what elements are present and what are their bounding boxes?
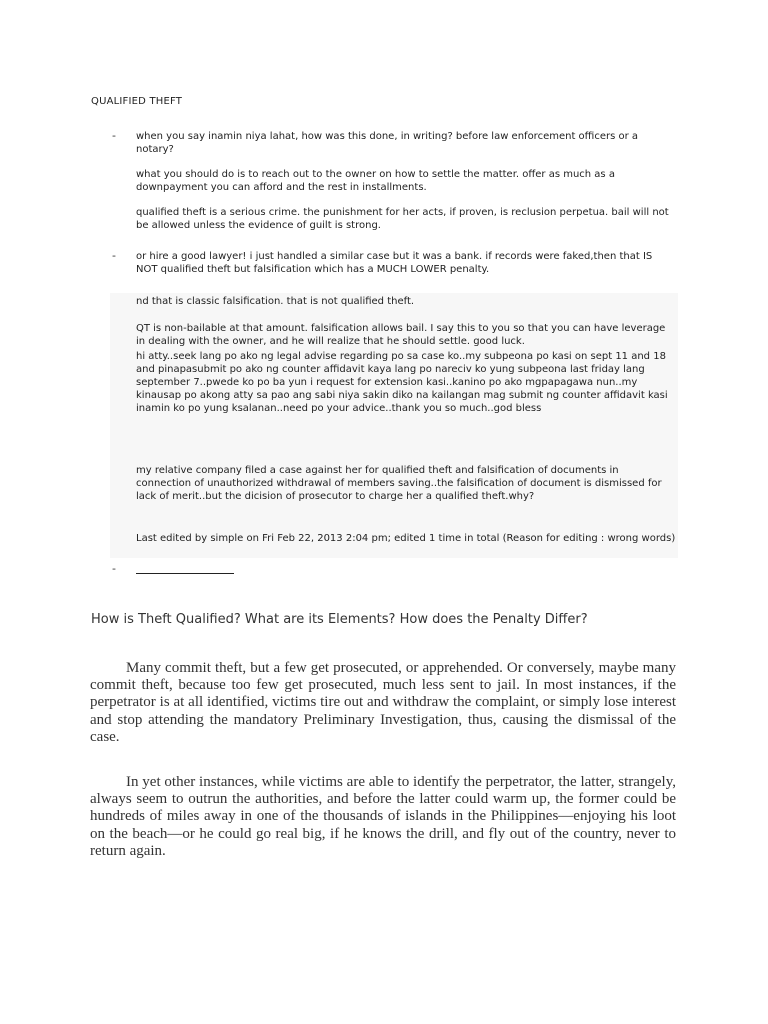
- forum-reply: hi atty..seek lang po ako ng legal advise regarding po sa case ko..my subpeona po kasi on sept 11 and 18 and pinapasubmit po ako ng counter affidavit kaya lang po nareciv ko yung subpeona last friday lang september 7..pwede ko po ba yun i request for extension kasi..kanino po ako mgpapagawa nun..my kinausap po akong atty sa pao ang sabi niya sakin diko na kailangan mag submit ng counter affidavit kasi inamin ko po yung ksalanan..need po your advice..thank you so much..god bless: [136, 351, 668, 414]
- bullet-marker: -: [112, 129, 116, 142]
- bullet-marker: -: [112, 562, 116, 575]
- forum-reply: QT is non-bailable at that amount. falsification allows bail. I say this to you so that you can have leverage in dealing with the owner, and he will realize that he should settle. good luck.: [136, 323, 666, 347]
- forum-answer: qualified theft is a serious crime. the punishment for her acts, if proven, is reclusion perpetua. bail will not be allowed unless the evidence of guilt is strong.: [136, 207, 669, 231]
- document-title: QUALIFIED THEFT: [91, 96, 183, 107]
- forum-reply: or hire a good lawyer! i just handled a similar case but it was a bank. if records were faked,then that IS NOT qualified theft but falsification which has a MUCH LOWER penalty.: [136, 251, 653, 275]
- edit-note: Last edited by simple on Fri Feb 22, 2013 2:04 pm; edited 1 time in total (Reason for editing : wrong words): [136, 533, 676, 544]
- body-paragraph: In yet other instances, while victims are able to identify the perpetrator, the latter, strangely, always seem to outrun the authorities, and before the latter could warm up, the former could be hundreds of miles away in one of the thousands of islands in the Philippines—enjoying his loot on the beach—or he could go real big, if he knows the drill, and fly out of the country, never to return again.: [90, 774, 676, 859]
- bullet-marker: -: [112, 249, 116, 262]
- forum-answer: what you should do is to reach out to the owner on how to settle the matter. offer as much as a downpayment you can afford and the rest in installments.: [136, 169, 615, 193]
- section-heading: How is Theft Qualified? What are its Elements? How does the Penalty Differ?: [91, 612, 588, 627]
- signature-divider: [136, 573, 234, 574]
- forum-question: when you say inamin niya lahat, how was this done, in writing? before law enforcement officers or a notary?: [136, 131, 639, 155]
- body-paragraph: Many commit theft, but a few get prosecuted, or apprehended. Or conversely, maybe many commit theft, because too few get prosecuted, much less sent to jail. In most instances, if the perpetrator is at all identified, victims tire out and withdraw the complaint, or simply lose interest and stop attending the mandatory Preliminary Investigation, thus, causing the dismissal of the case.: [90, 660, 676, 745]
- forum-reply: my relative company filed a case against her for qualified theft and falsification of documents in connection of unauthorized withdrawal of members saving..the falsification of document is dismissed for lack of merit..but the dicision of prosecutor to charge her a qualified theft.why?: [136, 465, 662, 502]
- forum-reply: nd that is classic falsification. that is not qualified theft.: [136, 296, 415, 307]
